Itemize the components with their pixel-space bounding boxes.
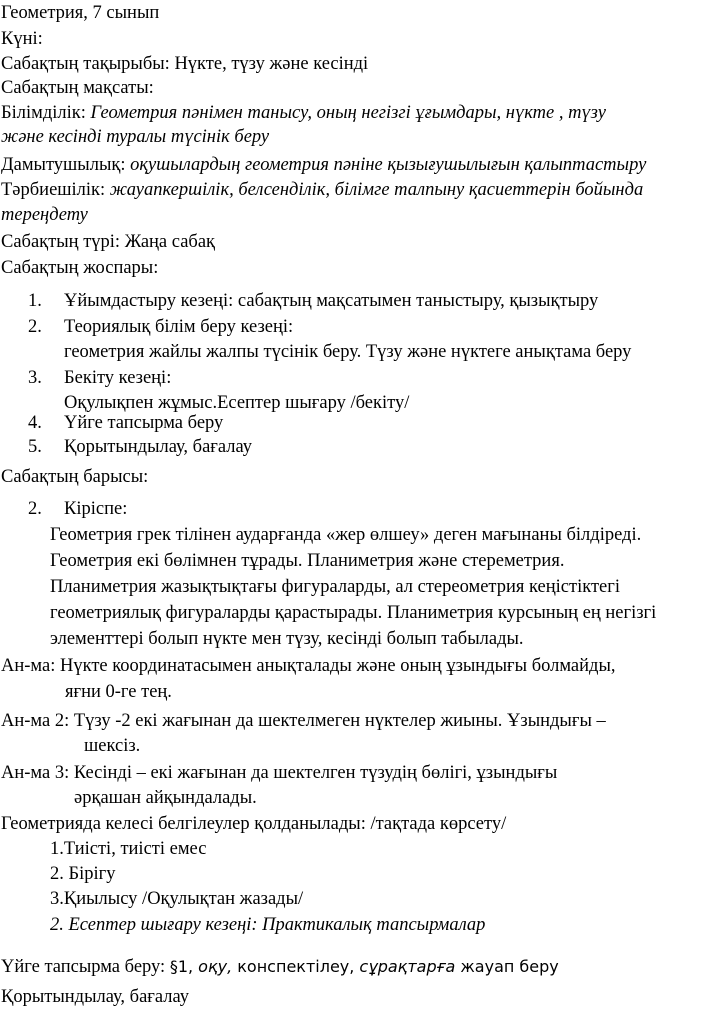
plan-item-number: 2. — [28, 317, 42, 337]
date-label: Күні: — [1, 29, 43, 49]
upbringing-text-1: жауапкершілік, белсенділік, білімге талпыну қасиеттерін бойында — [109, 180, 644, 200]
plan-item-text: Үйге тапсырма беру — [64, 413, 224, 433]
educational-text-2: және кесінді туралы түсінік беру — [1, 127, 270, 147]
plan-item-number: 4. — [28, 413, 42, 433]
plan-item-detail: Оқулықпен жұмыс.Есептер шығару /бекіту/ — [64, 393, 410, 413]
plan-item-number: 3. — [28, 368, 42, 388]
plan-item — [28, 292, 598, 311]
homework-answer: жауап беру — [460, 957, 559, 976]
intro-heading — [28, 500, 127, 519]
intro-line: Геометрия грек тілінен аударғанда «жер өлшеу» деген мағынаны білдіреді. — [50, 525, 642, 545]
topic-line — [1, 55, 368, 74]
plan-item-number: 1. — [28, 291, 42, 311]
homework-questions: сұрақтарға — [359, 957, 461, 976]
topic-value: Нүкте, түзу және кесінді — [174, 54, 369, 74]
closing-line: Қорытындылау, бағалау — [1, 987, 190, 1007]
educational-goal — [1, 104, 606, 123]
definition-2-continued: шексіз. — [84, 736, 141, 756]
homework-line — [1, 958, 559, 977]
plan-item-text: Бекіту кезеңі: — [64, 368, 172, 388]
educational-label: Білімділік: — [1, 103, 91, 123]
plan-item — [28, 414, 223, 433]
upbringing-text-2: тереңдету — [1, 205, 88, 225]
definition-1: Ан-ма: Нүкте координатасымен анықталады және оның ұзындығы болмайды, — [1, 656, 616, 676]
plan-item-number: 5. — [28, 437, 42, 457]
homework-read: оқу, — [198, 957, 238, 976]
definition-1-continued: яғни 0-ге тең. — [65, 682, 172, 702]
intro-label: Кіріспе: — [64, 499, 128, 519]
intro-line: геометриялық фигураларды қарастырады. Планиметрия курсының ең негізгі — [50, 603, 657, 623]
homework-notes: конспектілеу, — [237, 957, 360, 976]
intro-line: элементтері болып нүкте мен түзу, кесінді болып табылады. — [50, 629, 524, 649]
plan-heading: Сабақтың жоспары: — [1, 258, 159, 278]
developmental-label: Дамытушылық: — [1, 155, 131, 175]
definition-3-continued: әрқашан айқындалады. — [74, 788, 257, 808]
plan-item-detail: геометрия жайлы жалпы түсінік беру. Түзу және нүктеге анықтама беру — [64, 342, 632, 362]
homework-label: Үйге тапсырма беру: — [1, 957, 170, 977]
plan-item — [28, 318, 293, 337]
intro-number: 2. — [28, 499, 42, 519]
goals-heading: Сабақтың мақсаты: — [1, 78, 154, 98]
notation-line: Геометрияда келесі белгілеулер қолданылады: /тақтада көрсету/ — [1, 814, 507, 834]
notation-item: 3.Қиылысу /Оқулықтан жазады/ — [50, 889, 304, 909]
lesson-type — [1, 233, 215, 252]
practice-stage: 2. Есептер шығару кезеңі: Практикалық тапсырмалар — [50, 915, 486, 935]
definition-3: Ан-ма 3: Кесінді – екі жағынан да шектелген түзудің бөлігі, ұзындығы — [1, 763, 558, 783]
educational-text-1: Геометрия пәнімен танысу, оның негізгі ұғымдары, нүкте , түзу — [90, 103, 606, 123]
plan-item-text: Ұйымдастыру кезеңі: сабақтың мақсатымен таныстыру, қызықтыру — [64, 291, 599, 311]
plan-item — [28, 369, 171, 388]
plan-item — [28, 438, 252, 457]
progress-heading: Сабақтың барысы: — [1, 467, 149, 487]
plan-item-text: Қорытындылау, бағалау — [64, 437, 253, 457]
upbringing-goal — [1, 181, 643, 200]
upbringing-label: Тәрбиешілік: — [1, 180, 110, 200]
topic-label: Сабақтың тақырыбы: — [1, 54, 175, 74]
intro-line: Планиметрия жазықтықтағы фигураларды, ал стереометрия кеңістіктегі — [50, 577, 620, 597]
notation-item: 2. Бірігу — [50, 864, 116, 884]
homework-section: §1, — [169, 957, 199, 976]
developmental-text: оқушылардың геометрия пәніне қызығушылығын қалыптастыру — [130, 155, 647, 175]
lesson-type-value: Жаңа сабақ — [124, 232, 216, 252]
notation-item: 1.Тиісті, тиісті емес — [50, 839, 207, 859]
subject-grade: Геометрия, 7 сынып — [1, 3, 160, 23]
definition-2: Ан-ма 2: Түзу -2 екі жағынан да шектелмеген нүктелер жиыны. Ұзындығы – — [1, 711, 606, 731]
intro-line: Геометрия екі бөлімнен тұрады. Планиметрия және стереметрия. — [50, 551, 565, 571]
plan-item-text: Теориялық білім беру кезеңі: — [64, 317, 294, 337]
developmental-goal — [1, 156, 646, 175]
lesson-type-label: Сабақтың түрі: — [1, 232, 125, 252]
